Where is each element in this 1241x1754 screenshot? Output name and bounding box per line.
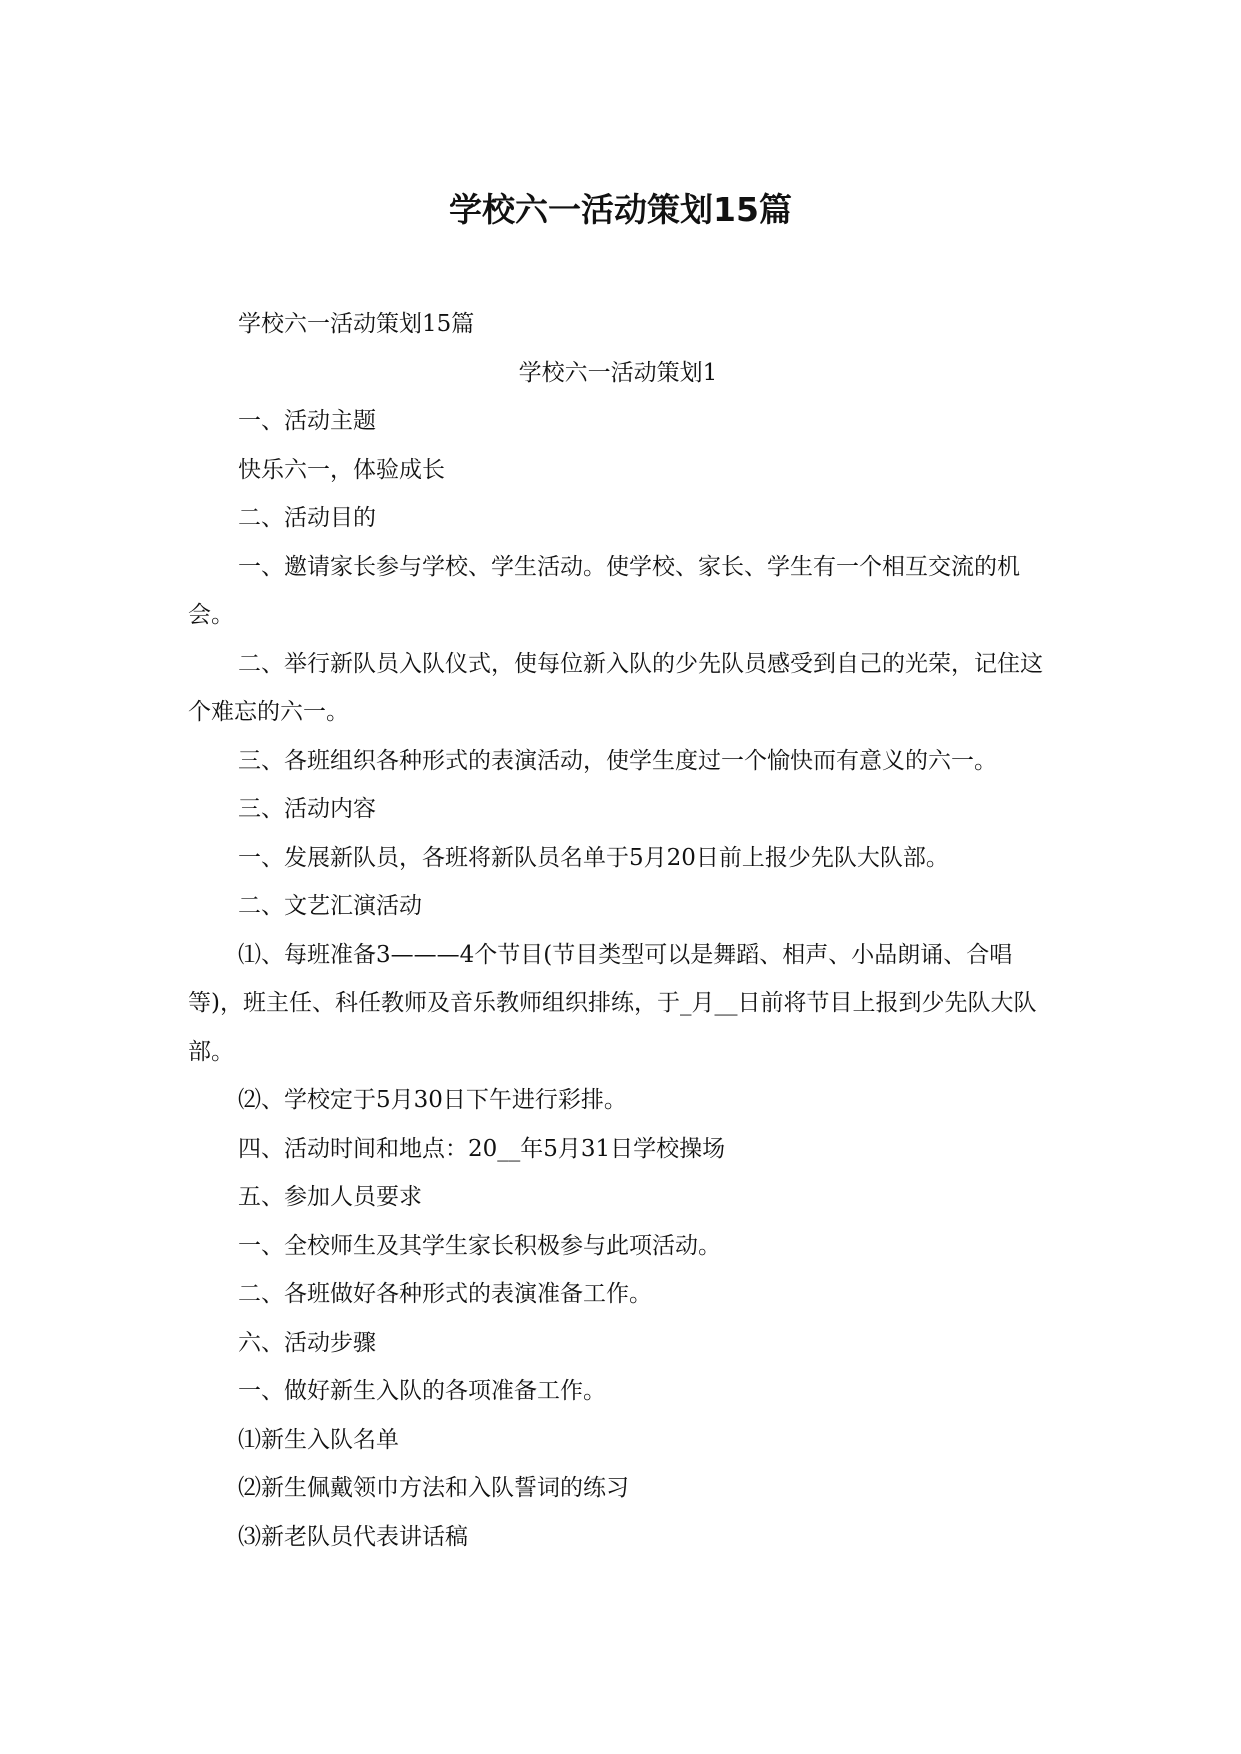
paragraph: 学校六一活动策划15篇: [238, 311, 475, 337]
paragraph: ⑵新生佩戴领巾方法和入队誓词的练习: [238, 1475, 629, 1501]
paragraph: 六、活动步骤: [238, 1329, 376, 1356]
paragraph: 二、文艺汇演活动: [238, 893, 422, 919]
paragraph: 快乐六一，体验成长: [238, 456, 445, 483]
paragraph: 三、活动内容: [238, 796, 376, 822]
paragraph: 一、活动主题: [238, 408, 376, 434]
paragraph: 一、做好新生入队的各项准备工作。: [238, 1378, 606, 1404]
section-heading: 学校六一活动策划1: [518, 359, 718, 386]
paragraph: 一、全校师生及其学生家长积极参与此项活动。: [238, 1232, 721, 1259]
paragraph: 四、活动时间和地点：20__年5月31日学校操场: [238, 1135, 726, 1162]
paragraph: ⑶新老队员代表讲话稿: [238, 1523, 468, 1550]
paragraph: 一、邀请家长参与学校、学生活动。使学校、家长、学生有一个相互交流的机会。: [188, 553, 1020, 628]
paragraph: ⑴新生入队名单: [238, 1426, 399, 1453]
document-body: [188, 300, 1048, 1561]
paragraph: 一、发展新队员，各班将新队员名单于5月20日前上报少先队大队部。: [238, 844, 949, 871]
paragraph: 二、举行新队员入队仪式，使每位新入队的少先队员感受到自己的光荣，记住这个难忘的六一。: [188, 650, 1043, 725]
paragraph: 五、参加人员要求: [238, 1184, 422, 1210]
paragraph: 二、各班做好各种形式的表演准备工作。: [238, 1281, 652, 1307]
paragraph: ⑵、学校定于5月30日下午进行彩排。: [238, 1087, 627, 1113]
paragraph: ⑴、每班准备3———4个节目(节目类型可以是舞蹈、相声、小品朗诵、合唱等)，班主任、科任教师及音乐教师组织排练，于_月__日前将节目上报到少先队大队部。: [188, 941, 1037, 1065]
paragraph: 三、各班组织各种形式的表演活动，使学生度过一个愉快而有意义的六一。: [238, 747, 997, 774]
document-title: 学校六一活动策划15篇: [449, 190, 792, 229]
paragraph: 二、活动目的: [238, 505, 376, 531]
